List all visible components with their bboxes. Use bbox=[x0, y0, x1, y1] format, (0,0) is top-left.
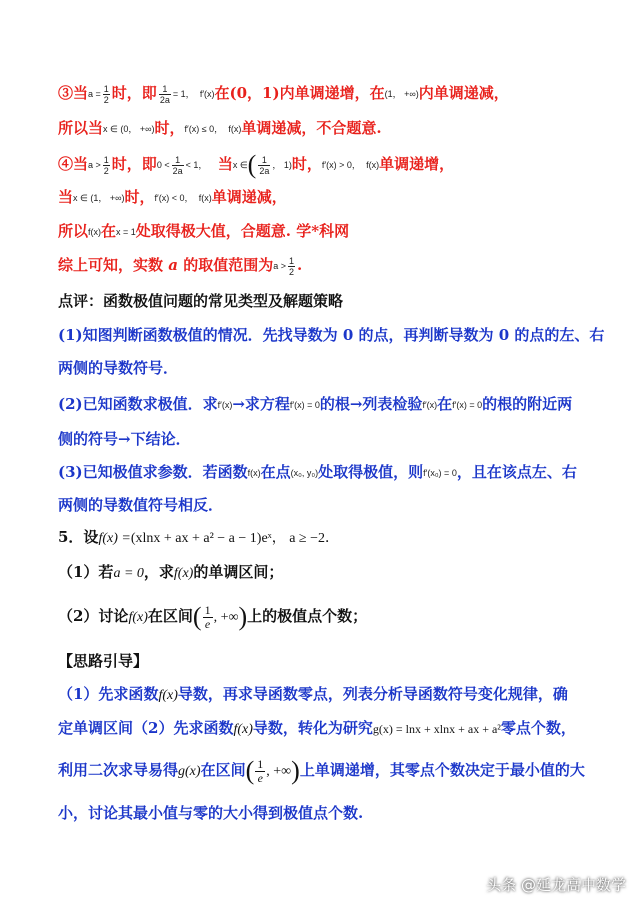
math: f′(x₀) = 0 bbox=[423, 468, 457, 478]
text: 零点个数， bbox=[500, 719, 576, 737]
comment-p1-line2: 两侧的导数符号． bbox=[58, 359, 179, 377]
comment-heading: 点评：函数极值问题的常见类型及解题策略 bbox=[58, 292, 344, 310]
num: 1 bbox=[172, 155, 184, 166]
math: x ∈ (1， +∞) bbox=[73, 193, 125, 203]
fraction bbox=[255, 758, 265, 785]
math: a = bbox=[88, 89, 101, 99]
case3-line1 bbox=[58, 82, 600, 104]
text: 在区间 bbox=[147, 607, 193, 625]
text: (2)已知函数求极值．求 bbox=[58, 395, 218, 413]
den: 2a bbox=[159, 94, 170, 105]
fraction bbox=[172, 155, 184, 176]
math: (1， +∞) bbox=[384, 89, 419, 99]
text: 5．设 bbox=[58, 528, 99, 546]
comment-p2-line2: 侧的符号→下结论． bbox=[58, 430, 191, 448]
num: 1 bbox=[258, 155, 270, 166]
text: 处取得极大值，合题意. 学*科网 bbox=[135, 222, 350, 240]
text: 所以当 bbox=[58, 119, 104, 137]
paren: ) bbox=[291, 756, 300, 785]
text: 所以 bbox=[58, 222, 89, 240]
math: f′(x) > 0， bbox=[321, 160, 361, 170]
comment-p2-line1 bbox=[58, 393, 600, 415]
summary-line bbox=[58, 251, 600, 279]
text: (3)已知极值求参数．若函数 bbox=[58, 463, 248, 481]
num: 1 bbox=[103, 83, 109, 94]
math: ， 1) bbox=[272, 160, 292, 170]
math: , +∞ bbox=[213, 610, 239, 625]
text: 在(0，1)内单调递增，在 bbox=[214, 84, 385, 102]
paren: ( bbox=[247, 150, 257, 179]
guide-line4: 小，讨论其最小值与零的大小得到极值点个数. bbox=[58, 804, 364, 822]
guide-line1 bbox=[58, 683, 600, 705]
paren: ( bbox=[192, 602, 202, 631]
text: （1）若 bbox=[58, 563, 114, 581]
den: e bbox=[257, 770, 263, 785]
math: (xlnx + ax + a² − a − 1)eˣ bbox=[130, 531, 272, 546]
math: f′(x) = 0 bbox=[452, 400, 483, 410]
comment-p1-line1: (1)知图判断函数极值的情况．先找导数为 0 的点，再判断导数为 0 的点的左、右 bbox=[58, 326, 605, 344]
problem-5-statement bbox=[58, 526, 600, 548]
text: 当 bbox=[217, 155, 233, 173]
den: 2a bbox=[259, 165, 270, 176]
math: < 1， bbox=[185, 160, 208, 170]
text: 的根→列表检验 bbox=[319, 395, 423, 413]
math: f′(x) bbox=[422, 400, 438, 410]
problem-5-q1 bbox=[58, 561, 600, 583]
text: 上的极值点个数； bbox=[247, 607, 368, 625]
math: a = 0 bbox=[113, 566, 144, 581]
text: 在点 bbox=[260, 463, 291, 481]
fraction bbox=[258, 155, 270, 176]
fraction bbox=[103, 84, 110, 105]
math: a > bbox=[273, 261, 286, 271]
math: f(x) bbox=[247, 468, 261, 478]
den: 2 bbox=[103, 94, 109, 105]
comment-p3-line2: 两侧的导数值符号相反． bbox=[58, 496, 224, 514]
math: x ∈ (0， +∞) bbox=[103, 124, 155, 134]
den: e bbox=[204, 616, 211, 631]
math: , +∞ bbox=[266, 764, 292, 779]
math: x = 1 bbox=[116, 227, 136, 237]
text: 单调递减， bbox=[211, 188, 287, 206]
math: f′(x) bbox=[217, 400, 233, 410]
num: 1 bbox=[257, 756, 264, 771]
den: 2 bbox=[289, 266, 295, 277]
math: 0 < bbox=[156, 160, 170, 170]
fraction bbox=[103, 155, 110, 176]
math: f(x) bbox=[233, 722, 253, 737]
text: 利用二次求导易得 bbox=[58, 761, 179, 779]
case4-line2 bbox=[58, 186, 600, 208]
text: 时，即 bbox=[111, 155, 157, 173]
guide-heading: 【思路引导】 bbox=[58, 652, 149, 670]
math: ， a ≥ −2． bbox=[271, 531, 340, 546]
text: （1）先求函数 bbox=[58, 685, 159, 703]
text: 的根的附近两 bbox=[482, 395, 573, 413]
num: 1 bbox=[204, 602, 211, 617]
math: x ∈ bbox=[232, 160, 248, 170]
text: 定单调区间（2）先求函数 bbox=[58, 719, 234, 737]
guide-line2 bbox=[58, 717, 600, 739]
den: 2a bbox=[172, 165, 183, 176]
text: ④当 bbox=[58, 155, 89, 173]
text: 导数，再求导函数零点，列表分析导函数符号变化规律，确 bbox=[177, 685, 568, 703]
text: 的单调区间； bbox=[193, 563, 284, 581]
guide-line3 bbox=[58, 752, 600, 788]
text: 处取得极值，则 bbox=[318, 463, 424, 481]
text: 单调递增， bbox=[379, 155, 455, 173]
text: →求方程 bbox=[232, 395, 290, 413]
text: 时，即 bbox=[111, 84, 157, 102]
text: 综上可知，实数 bbox=[58, 256, 164, 274]
paren: ( bbox=[245, 756, 255, 785]
watermark: 头条 @延龙高中数学 bbox=[486, 876, 626, 894]
math: f(x) bbox=[173, 566, 194, 581]
text: 时， bbox=[291, 155, 322, 173]
math: f′(x) = 0 bbox=[289, 400, 320, 410]
math: f(x) bbox=[366, 160, 380, 170]
case3-line2 bbox=[58, 117, 600, 139]
text: 导数，转化为研究 bbox=[252, 719, 373, 737]
math: (x₀, y₀) bbox=[290, 468, 319, 478]
math: f′(x) ≤ 0， bbox=[184, 124, 224, 134]
var: a bbox=[168, 256, 178, 274]
problem-5-q2 bbox=[58, 598, 600, 634]
den: 2 bbox=[103, 165, 109, 176]
math: g(x) bbox=[178, 764, 201, 779]
fraction bbox=[288, 256, 295, 277]
text: 当 bbox=[58, 188, 74, 206]
text: 在 bbox=[101, 222, 117, 240]
text: 内单调递减， bbox=[418, 84, 509, 102]
math: f′(x) < 0， bbox=[154, 193, 194, 203]
math: f(x) = bbox=[98, 531, 131, 546]
paren: ) bbox=[238, 602, 248, 631]
num: 1 bbox=[159, 84, 171, 95]
math: f(x) bbox=[228, 124, 242, 134]
math: f(x) bbox=[198, 193, 212, 203]
comment-p3-line1 bbox=[58, 461, 600, 483]
math: f(x) bbox=[88, 227, 102, 237]
text: ，且在该点左、右 bbox=[456, 463, 577, 481]
text: 时， bbox=[124, 188, 155, 206]
fraction bbox=[159, 84, 171, 105]
text: 的取值范围为 bbox=[183, 256, 274, 274]
text: ③当 bbox=[58, 84, 89, 102]
fraction bbox=[203, 604, 213, 631]
text: . bbox=[297, 256, 303, 274]
math: a > bbox=[88, 160, 101, 170]
text: 上单调递增，其零点个数决定于最小值的大 bbox=[299, 761, 585, 779]
math: g(x) = lnx + xlnx + ax + a² bbox=[372, 722, 501, 736]
text: 时， bbox=[154, 119, 185, 137]
text: （2）讨论 bbox=[58, 607, 129, 625]
num: 1 bbox=[103, 154, 109, 165]
text: ，求 bbox=[143, 563, 174, 581]
num: 1 bbox=[289, 255, 295, 266]
text: 在 bbox=[437, 395, 453, 413]
math: f(x) bbox=[158, 688, 178, 703]
text: 单调递减，不合题意. bbox=[241, 119, 382, 137]
math: f′(x) bbox=[199, 89, 215, 99]
math: f(x) bbox=[128, 610, 148, 625]
case4-conclusion bbox=[58, 220, 600, 242]
text: 在区间 bbox=[200, 761, 246, 779]
case4-line1 bbox=[58, 150, 600, 178]
math: = 1， bbox=[172, 89, 195, 99]
